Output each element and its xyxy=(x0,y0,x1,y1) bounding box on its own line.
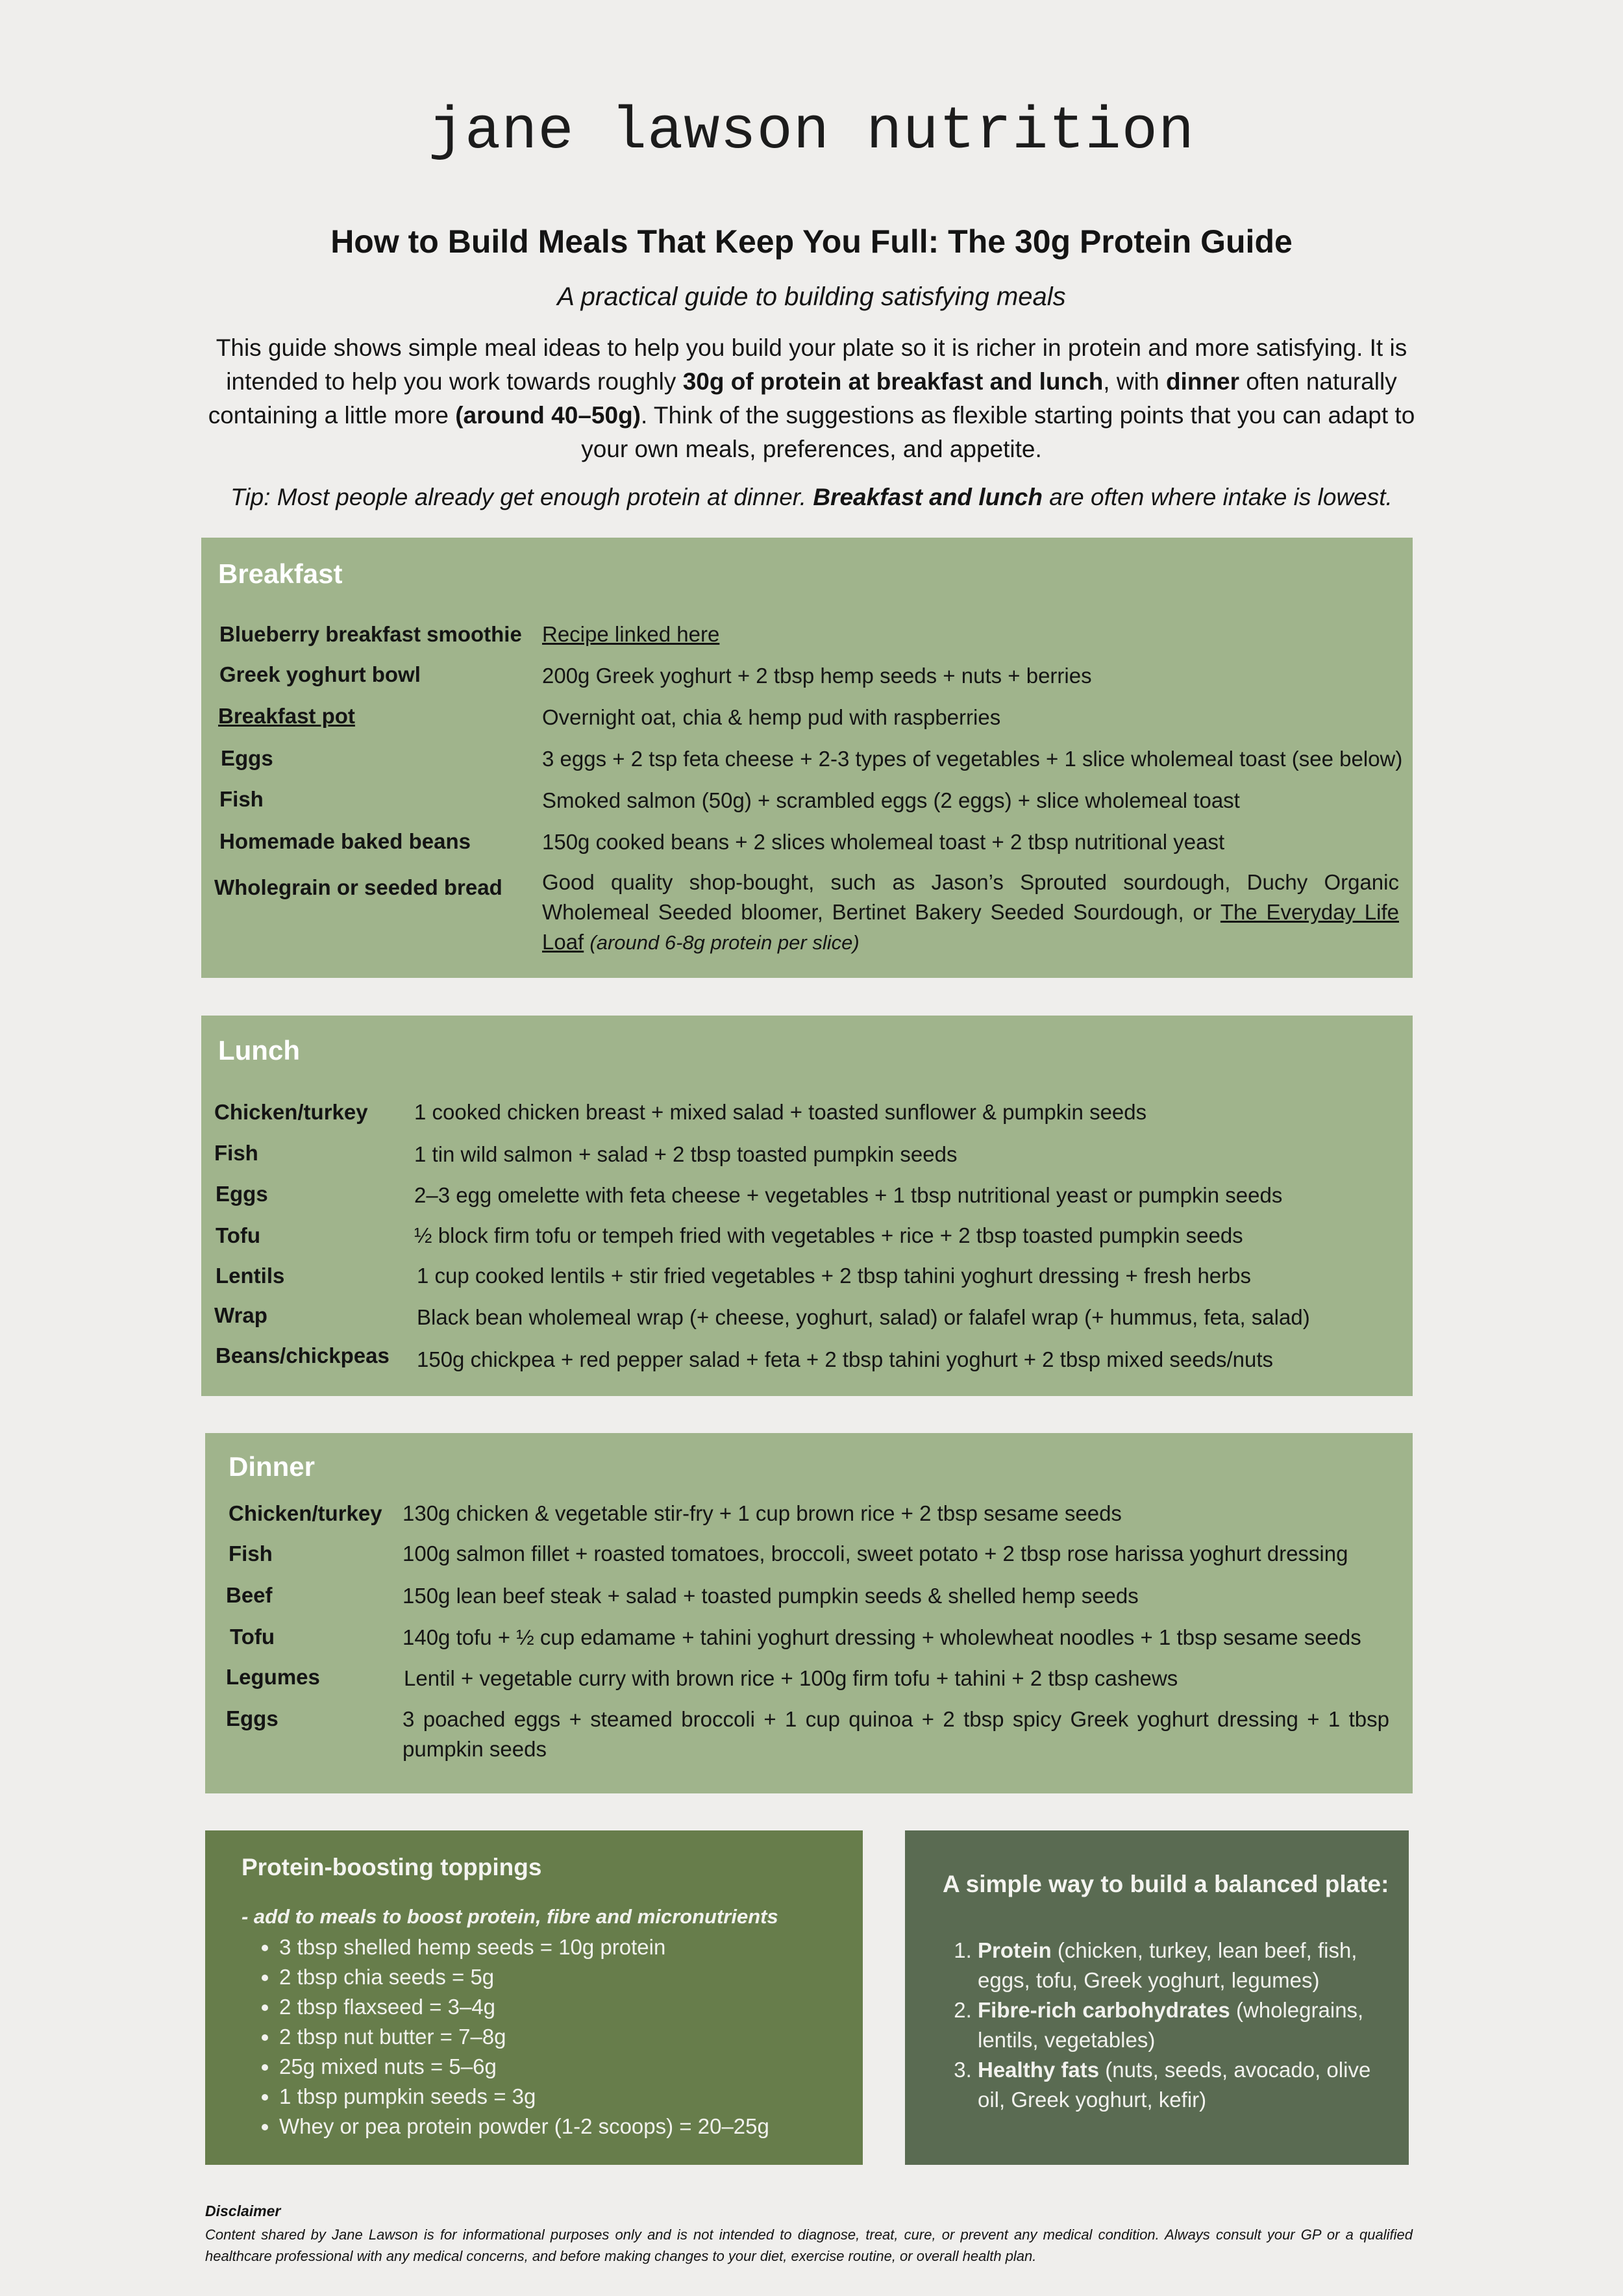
dinner-value: Lentil + vegetable curry with brown rice + 100g firm tofu + tahini + 2 tbsp cashews xyxy=(404,1666,1178,1690)
disclaimer-heading: Disclaimer xyxy=(205,2202,281,2219)
lunch-label: Fish xyxy=(214,1141,258,1165)
list-item: • 3 tbsp shelled hemp seeds = 10g protein xyxy=(279,1932,769,1962)
lunch-value: 150g chickpea + red pepper salad + feta + 2 tbsp tahini yoghurt + 2 tbsp mixed seeds/nuts xyxy=(417,1347,1274,1371)
breakfast-value: 150g cooked beans + 2 slices wholemeal toast + 2 tbsp nutritional yeast xyxy=(542,830,1225,854)
list-item: 2. Fibre-rich carbohydrates (wholegrains, lentils, vegetables) xyxy=(978,1995,1393,2055)
lunch-value: ½ block firm tofu or tempeh fried with vegetables + rice + 2 tbsp toasted pumpkin seeds xyxy=(414,1223,1243,1247)
dinner-value: 3 poached eggs + steamed broccoli + 1 cup quinoa + 2 tbsp spicy Greek yoghurt dressing + 1 tbsp pumpkin seeds xyxy=(403,1707,1389,1761)
plate-list xyxy=(941,1936,1393,2115)
list-item: • 25g mixed nuts = 5–6g xyxy=(279,2052,769,2082)
dinner-label: Eggs xyxy=(226,1706,279,1730)
list-item: • 1 tbsp pumpkin seeds = 3g xyxy=(279,2082,769,2112)
dinner-label: Beef xyxy=(226,1583,273,1607)
breakfast-title: Breakfast xyxy=(218,558,343,589)
list-item: • 2 tbsp chia seeds = 5g xyxy=(279,1962,769,1992)
breakfast-value: 200g Greek yoghurt + 2 tbsp hemp seeds + nuts + berries xyxy=(542,664,1092,688)
lunch-value: 2–3 egg omelette with feta cheese + vegetables + 1 tbsp nutritional yeast or pumpkin seeds xyxy=(414,1183,1283,1207)
plate-title: A simple way to build a balanced plate: xyxy=(943,1871,1389,1897)
dinner-section xyxy=(205,1433,1413,1793)
breakfast-value: 3 eggs + 2 tsp feta cheese + 2-3 types of vegetables + 1 slice wholemeal toast (see below) xyxy=(542,747,1403,771)
breakfast-pot-link[interactable]: Breakfast pot xyxy=(218,704,355,728)
dinner-value: 140g tofu + ½ cup edamame + tahini yoghurt dressing + wholewheat noodles + 1 tbsp sesame seeds xyxy=(403,1625,1361,1649)
toppings-subtitle: - add to meals to boost protein, fibre and micronutrients xyxy=(242,1905,778,1928)
breakfast-label: Blueberry breakfast smoothie xyxy=(219,622,522,646)
dinner-label: Chicken/turkey xyxy=(229,1501,382,1525)
tip-line: Tip: Most people already get enough protein at dinner. Breakfast and lunch are often where intake is lowest. xyxy=(230,484,1393,510)
dinner-value: 100g salmon fillet + roasted tomatoes, broccoli, sweet potato + 2 tbsp rose harissa yoghurt dressing xyxy=(403,1541,1348,1566)
recipe-link[interactable]: Recipe linked here xyxy=(542,622,720,646)
balanced-plate-box xyxy=(905,1830,1409,2165)
lunch-label: Chicken/turkey xyxy=(214,1100,368,1124)
lunch-value: 1 cooked chicken breast + mixed salad + toasted sunflower & pumpkin seeds xyxy=(414,1100,1147,1124)
breakfast-label: Fish xyxy=(219,787,264,811)
lunch-label: Lentils xyxy=(216,1264,285,1288)
disclaimer-text: Content shared by Jane Lawson is for informational purposes only and is not intended to diagnose, treat, cure, or prevent any medical condition. Always consult your GP or a qualified healthcare professional with any medical concerns, and before making changes to your diet, exercise routine, or overall health plan. xyxy=(205,2227,1413,2264)
list-item: 1. Protein (chicken, turkey, lean beef, fish, eggs, tofu, Greek yoghurt, legumes) xyxy=(978,1936,1393,1995)
dinner-title: Dinner xyxy=(229,1451,316,1482)
intro-paragraph: This guide shows simple meal ideas to help you build your plate so it is richer in protein and more satisfying. It is intended to help you work towards roughly 30g of protein at breakfast and lunch, with dinner often naturally containing a little more (around 40–50g). Think of the suggestions as flexible starting points that you can adapt to your own meals, preferences, and appetite. xyxy=(208,334,1415,462)
list-item: 3. Healthy fats (nuts, seeds, avocado, olive oil, Greek yoghurt, kefir) xyxy=(978,2055,1393,2115)
list-item: • Whey or pea protein powder (1-2 scoops) = 20–25g xyxy=(279,2112,769,2141)
dinner-label: Tofu xyxy=(230,1625,275,1649)
breakfast-label: Wholegrain or seeded bread xyxy=(214,875,502,899)
dinner-label: Legumes xyxy=(226,1665,320,1689)
dinner-value: 150g lean beef steak + salad + toasted pumpkin seeds & shelled hemp seeds xyxy=(403,1584,1139,1608)
lunch-section xyxy=(201,1016,1413,1396)
dinner-label: Fish xyxy=(229,1541,273,1566)
toppings-list xyxy=(243,1932,769,2141)
list-item: • 2 tbsp flaxseed = 3–4g xyxy=(279,1992,769,2022)
breakfast-label: Greek yoghurt bowl xyxy=(219,662,421,686)
toppings-box xyxy=(205,1830,863,2165)
breakfast-value: Smoked salmon (50g) + scrambled eggs (2 eggs) + slice wholemeal toast xyxy=(542,788,1240,812)
lunch-title: Lunch xyxy=(218,1035,300,1066)
breakfast-label: Homemade baked beans xyxy=(219,829,471,853)
bread-value: Good quality shop-bought, such as Jason’s Sprouted sourdough, Duchy Organic Wholemeal Seeded bloomer, Bertinet Bakery Seeded Sourdough, or The Everyday Life Loaf (around 6-8g protein per slice) xyxy=(542,870,1399,954)
toppings-title: Protein-boosting toppings xyxy=(242,1854,542,1880)
lunch-value: 1 cup cooked lentils + stir fried vegetables + 2 tbsp tahini yoghurt dressing + fresh herbs xyxy=(417,1264,1251,1288)
lunch-label: Tofu xyxy=(216,1223,261,1247)
lunch-value: 1 tin wild salmon + salad + 2 tbsp toasted pumpkin seeds xyxy=(414,1142,958,1166)
brand-logo: jane lawson nutrition xyxy=(428,97,1195,166)
everyday-loaf-link[interactable]: The Everyday Life Loaf xyxy=(542,900,1399,954)
breakfast-section xyxy=(201,538,1413,978)
lunch-value: Black bean wholemeal wrap (+ cheese, yoghurt, salad) or falafel wrap (+ hummus, feta, salad) xyxy=(417,1305,1310,1329)
dinner-value: 130g chicken & vegetable stir-fry + 1 cup brown rice + 2 tbsp sesame seeds xyxy=(403,1501,1122,1525)
list-item: • 2 tbsp nut butter = 7–8g xyxy=(279,2022,769,2052)
lunch-label: Wrap xyxy=(214,1303,267,1327)
lunch-label: Eggs xyxy=(216,1182,268,1206)
page-title: How to Build Meals That Keep You Full: The 30g Protein Guide xyxy=(330,223,1293,260)
lunch-label: Beans/chickpeas xyxy=(216,1343,390,1367)
breakfast-value: Overnight oat, chia & hemp pud with raspberries xyxy=(542,705,1001,729)
breakfast-label: Eggs xyxy=(221,746,273,770)
page-subtitle: A practical guide to building satisfying meals xyxy=(557,282,1066,311)
